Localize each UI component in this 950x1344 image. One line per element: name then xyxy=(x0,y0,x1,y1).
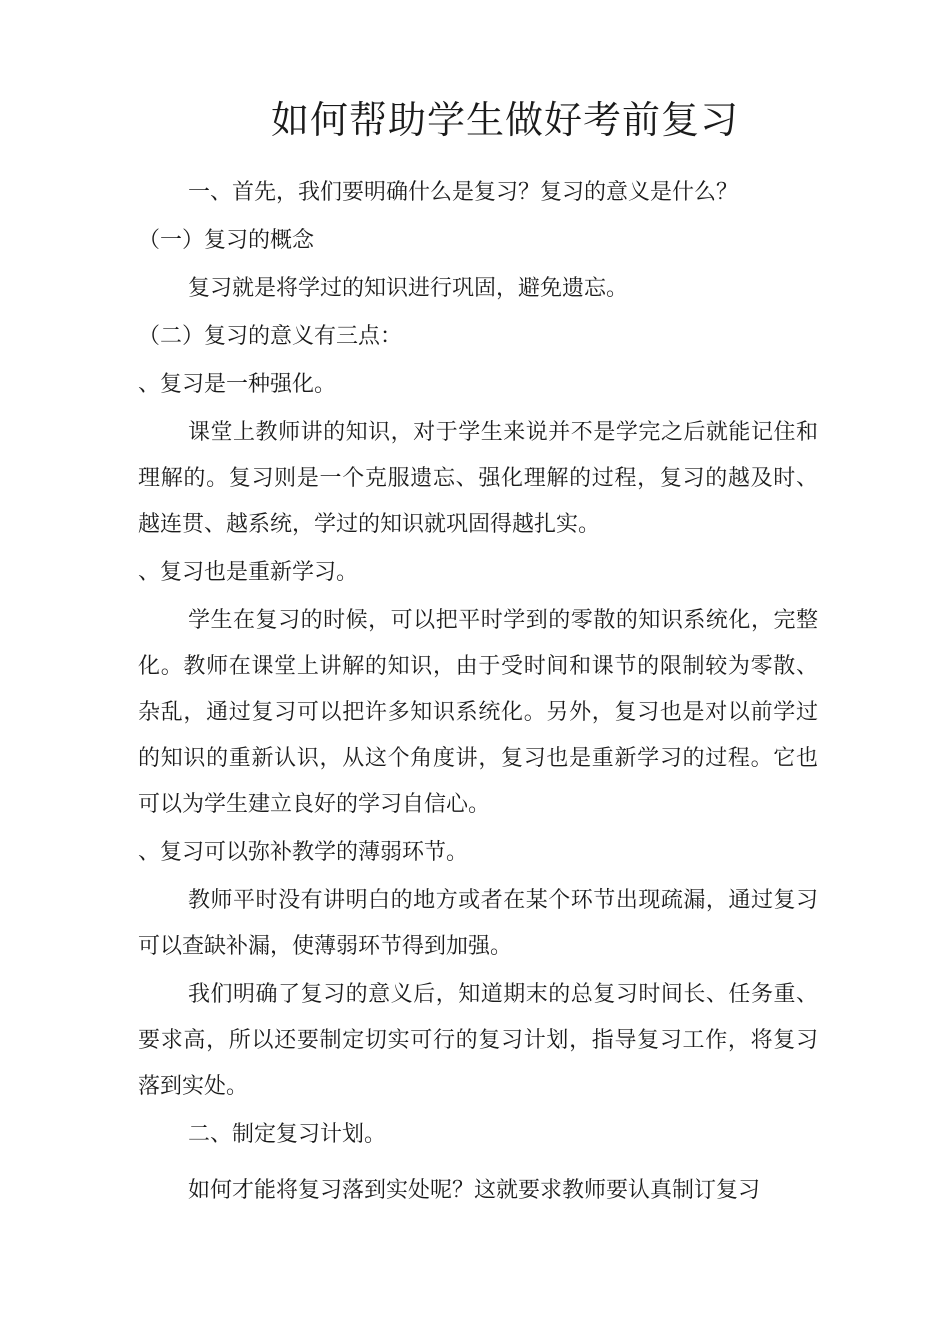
subsection-heading-concept: （一）复习的概念 xyxy=(138,228,315,253)
paragraph: 学生在复习的时候，可以把平时学到的零散的知识系统化，完整化。教师在课堂上讲解的知识，由于受时间和课节的限制较为零散、杂乱，通过复习可以把许多知识系统化。另外，复习也是对以前学过的知识的重新认识，从这个角度讲，复习也是重新学习的过程。它也可以为学生建立良好的学习自信心。 xyxy=(138,608,818,817)
paragraph: 我们明确了复习的意义后，知道期末的总复习时间长、任务重、要求高，所以还要制定切实可行的复习计划，指导复习工作，将复习落到实处。 xyxy=(138,982,818,1099)
document-title: 如何帮助学生做好考前复习 xyxy=(270,98,739,142)
list-item-heading: 、复习可以弥补教学的薄弱环节。 xyxy=(138,840,469,865)
list-item-heading: 、复习是一种强化。 xyxy=(138,372,337,397)
paragraph: 教师平时没有讲明白的地方或者在某个环节出现疏漏，通过复习可以查缺补漏，使薄弱环节得到加强。 xyxy=(138,888,818,959)
list-item-heading: 、复习也是重新学习。 xyxy=(138,560,359,585)
paragraph: 课堂上教师讲的知识，对于学生来说并不是学完之后就能记住和理解的。复习则是一个克服遗忘、强化理解的过程，复习的越及时、越连贯、越系统，学过的知识就巩固得越扎实。 xyxy=(138,420,818,537)
section-heading-2: 二、制定复习计划。 xyxy=(188,1122,387,1147)
paragraph: 复习就是将学过的知识进行巩固，避免遗忘。 xyxy=(188,276,629,301)
subsection-heading-meaning: （二）复习的意义有三点： xyxy=(138,324,403,349)
paragraph: 如何才能将复习落到实处呢？这就要求教师要认真制订复习 xyxy=(188,1178,761,1203)
document-body xyxy=(138,170,818,1216)
section-heading-1: 一、首先，我们要明确什么是复习？复习的意义是什么？ xyxy=(188,180,739,205)
